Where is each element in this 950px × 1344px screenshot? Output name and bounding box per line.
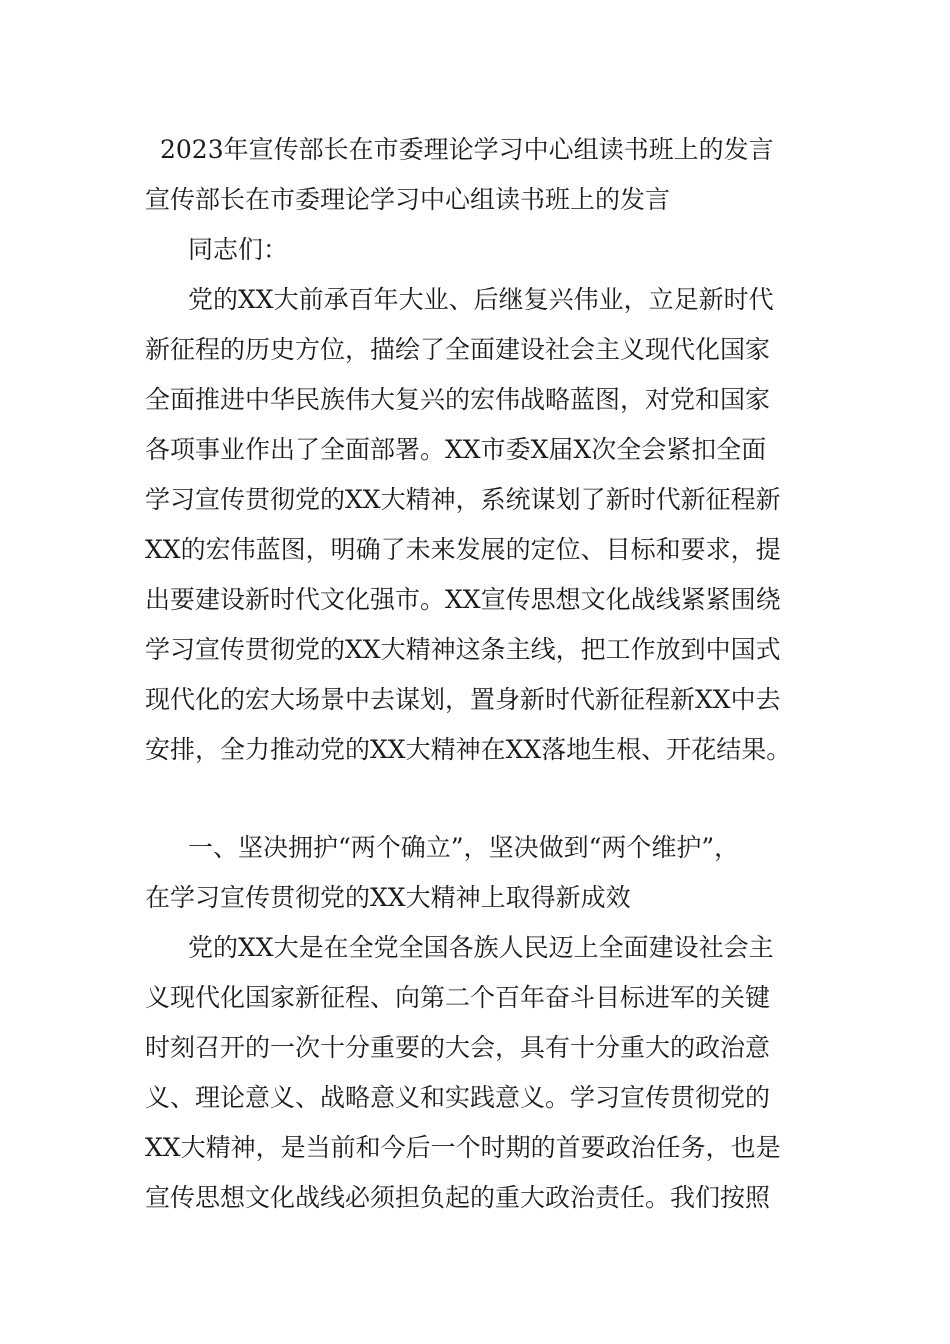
paragraph-line: 党的XX大前承百年大业、后继复兴伟业，立足新时代: [188, 285, 774, 314]
paragraph-line: 各项事业作出了全面部署。XX市委X届X次全会紧扣全面: [145, 435, 767, 464]
paragraph-line: 出要建设新时代文化强市。XX宣传思想文化战线紧紧围绕: [145, 585, 781, 614]
paragraph-line: 安排，全力推动党的XX大精神在XX落地生根、开花结果。: [145, 735, 792, 764]
paragraph-line: 新征程的历史方位，描绘了全面建设社会主义现代化国家: [145, 335, 771, 364]
salutation: 同志们：: [188, 235, 289, 264]
section-heading: 在学习宣传贯彻党的XX大精神上取得新成效: [145, 883, 631, 912]
paragraph-line: 宣传思想文化战线必须担负起的重大政治责任。我们按照: [145, 1183, 771, 1212]
section-heading: 一、坚决拥护“两个确立”，坚决做到“两个维护”，: [188, 833, 740, 862]
paragraph-line: 全面推进中华民族伟大复兴的宏伟战略蓝图，对党和国家: [145, 385, 771, 414]
paragraph-line: XX的宏伟蓝图，明确了未来发展的定位、目标和要求，提: [145, 535, 781, 564]
document-subtitle: 宣传部长在市委理论学习中心组读书班上的发言: [145, 185, 671, 214]
paragraph-line: 义现代化国家新征程、向第二个百年奋斗目标进军的关键: [145, 983, 771, 1012]
paragraph-line: 义、理论意义、战略意义和实践意义。学习宣传贯彻党的: [145, 1083, 771, 1112]
paragraph-line: 党的XX大是在全党全国各族人民迈上全面建设社会主: [188, 933, 774, 962]
paragraph-line: 时刻召开的一次十分重要的大会，具有十分重大的政治意: [145, 1033, 771, 1062]
document-title: 2023年宣传部长在市委理论学习中心组读书班上的发言: [160, 135, 774, 164]
paragraph-line: 学习宣传贯彻党的XX大精神这条主线，把工作放到中国式: [145, 635, 781, 664]
paragraph-line: 现代化的宏大场景中去谋划，置身新时代新征程新XX中去: [145, 685, 781, 714]
paragraph-line: 学习宣传贯彻党的XX大精神，系统谋划了新时代新征程新: [145, 485, 781, 514]
paragraph-line: XX大精神，是当前和今后一个时期的首要政治任务，也是: [145, 1133, 781, 1162]
